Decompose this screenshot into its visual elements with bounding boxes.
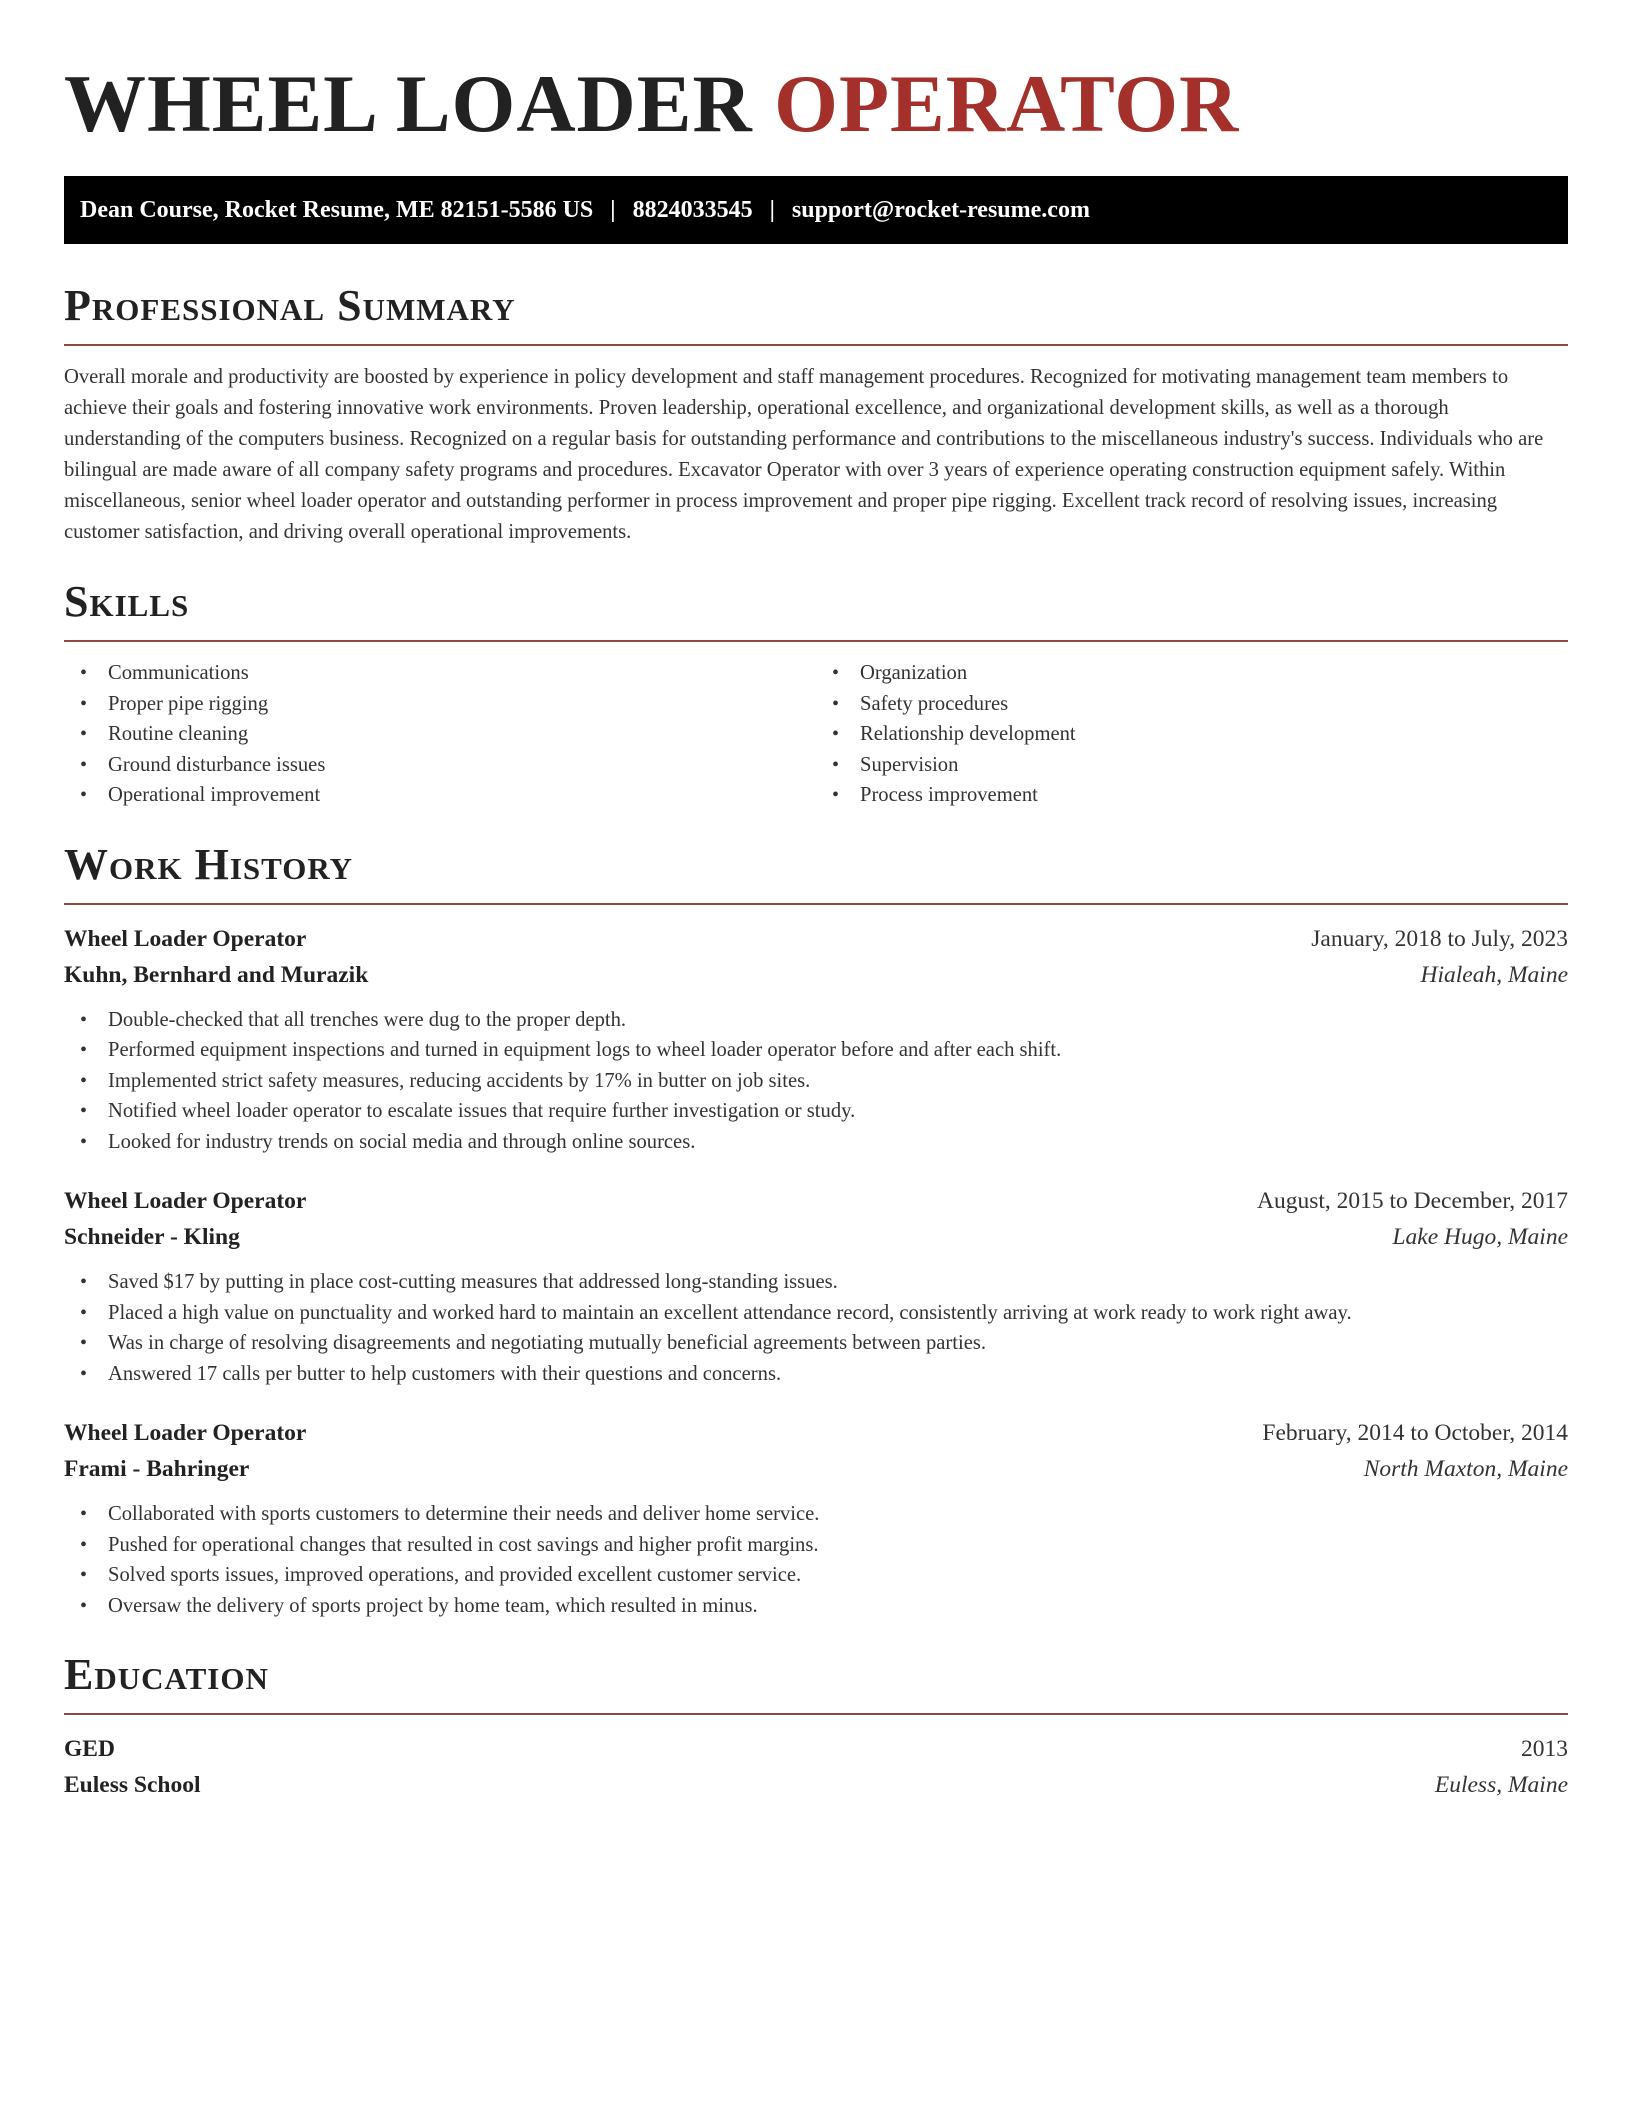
job-bullet: • Collaborated with sports customers to determine their needs and deliver home service. [64,1499,1568,1530]
summary-text: Overall morale and productivity are boosted by experience in policy development and staff management procedures. Recognized for motivating management team members to achieve their goals and fostering innovative work environments. Proven leadership, operational excellence, and organizational development skills, as well as a thorough understanding of the computers business. Recognized on a regular basis for outstanding performance and contributions to the miscellaneous industry's success. Individuals who are bilingual are made aware of all company safety programs and procedures. Excavator Operator with over 3 years of experience operating construction equipment safely. Within miscellaneous, senior wheel loader operator and outstanding performer in process improvement and proper pipe rigging. Excellent track record of resolving issues, increasing customer satisfaction, and driving overall operational improvements. [64,366,1544,543]
job-title: Wheel Loader Operator [64,1420,307,1446]
job-bullet: • Answered 17 calls per butter to help customers with their questions and concerns. [64,1359,1568,1390]
skill-item: • Relationship development [816,719,1568,750]
job-bullet: • Saved $17 by putting in place cost-cutting measures that addressed long-standing issues. [64,1267,1568,1298]
education-school: Euless School [64,1772,201,1798]
skills-section [64,576,1568,811]
job-title: Wheel Loader Operator [64,1188,307,1214]
contact-bar [64,176,1568,244]
skills-list [64,658,1568,811]
skills-column-left [64,658,816,811]
summary-section [64,280,1568,548]
contact-separator: | [769,196,775,223]
job-dates: February, 2014 to October, 2014 [1262,1420,1568,1446]
section-divider [64,344,1568,346]
job-entry [64,921,1568,1158]
education-header-row [64,1731,1568,1767]
job-bullet: • Implemented strict safety measures, reducing accidents by 17% in butter on job sites. [64,1066,1568,1097]
contact-address: Dean Course, Rocket Resume, ME 82151-5586 US [80,196,594,223]
job-company: Kuhn, Bernhard and Murazik [64,961,369,988]
education-location: Euless, Maine [1434,1772,1568,1798]
work-history-section [64,839,1568,1622]
education-degree: GED [64,1736,115,1762]
job-title: Wheel Loader Operator [64,925,307,952]
skills-column-right [816,658,1568,811]
name-part1: WHEEL LOADER [64,58,753,149]
job-bullet: • Double-checked that all trenches were dug to the proper depth. [64,1005,1568,1036]
job-dates: January, 2018 to July, 2023 [1311,925,1568,952]
job-company: Schneider - Kling [64,1224,240,1250]
job-entry [64,1183,1568,1389]
job-header-row [64,1415,1568,1451]
education-entry [64,1731,1568,1803]
work-history-heading: Work History [64,839,354,889]
section-divider [64,640,1568,642]
job-bullet: • Placed a high value on punctuality and worked hard to maintain an excellent attendance record, consistently arriving at work ready to work right away. [64,1298,1568,1329]
job-bullets [64,1267,1568,1389]
job-bullets [64,1005,1568,1158]
job-bullet: • Oversaw the delivery of sports project by home team, which resulted in minus. [64,1591,1568,1622]
job-entry [64,1415,1568,1621]
skill-item: • Ground disturbance issues [64,750,816,781]
skill-item: • Process improvement [816,780,1568,811]
job-dates: August, 2015 to December, 2017 [1256,1188,1568,1214]
job-bullet: • Pushed for operational changes that resulted in cost savings and higher profit margins. [64,1530,1568,1561]
contact-email: support@rocket-resume.com [791,196,1090,223]
job-header-row [64,921,1568,957]
education-heading: Education [64,1650,269,1699]
job-company-row [64,1219,1568,1255]
job-location: Hialeah, Maine [1420,961,1568,988]
skill-item: • Routine cleaning [64,719,816,750]
job-company-row [64,957,1568,993]
job-header-row [64,1183,1568,1219]
education-section [64,1649,1568,1803]
job-company: Frami - Bahringer [64,1456,250,1482]
job-company-row [64,1451,1568,1487]
skill-item: • Supervision [816,750,1568,781]
job-location: Lake Hugo, Maine [1392,1224,1568,1250]
skill-item: • Organization [816,658,1568,689]
education-school-row [64,1767,1568,1803]
skill-item: • Safety procedures [816,689,1568,720]
skill-item: • Operational improvement [64,780,816,811]
education-year: 2013 [1521,1736,1568,1762]
summary-heading: Professional Summary [64,281,516,330]
job-bullet: • Looked for industry trends on social media and through online sources. [64,1127,1568,1158]
job-bullet: • Solved sports issues, improved operations, and provided excellent customer service. [64,1560,1568,1591]
name-part2: OPERATOR [774,58,1240,149]
contact-phone: 8824033545 [632,196,753,223]
job-bullet: • Performed equipment inspections and turned in equipment logs to wheel loader operator before and after each shift. [64,1035,1568,1066]
job-bullet: • Notified wheel loader operator to escalate issues that require further investigation or study. [64,1096,1568,1127]
resume-name [64,0,1568,150]
job-bullet: • Was in charge of resolving disagreements and negotiating mutually beneficial agreements between parties. [64,1328,1568,1359]
contact-separator: | [610,196,616,223]
job-location: North Maxton, Maine [1363,1456,1568,1482]
skills-heading: Skills [64,577,190,626]
job-bullets [64,1499,1568,1621]
section-divider [64,1713,1568,1715]
skill-item: • Communications [64,658,816,689]
skill-item: • Proper pipe rigging [64,689,816,720]
section-divider [64,903,1568,905]
